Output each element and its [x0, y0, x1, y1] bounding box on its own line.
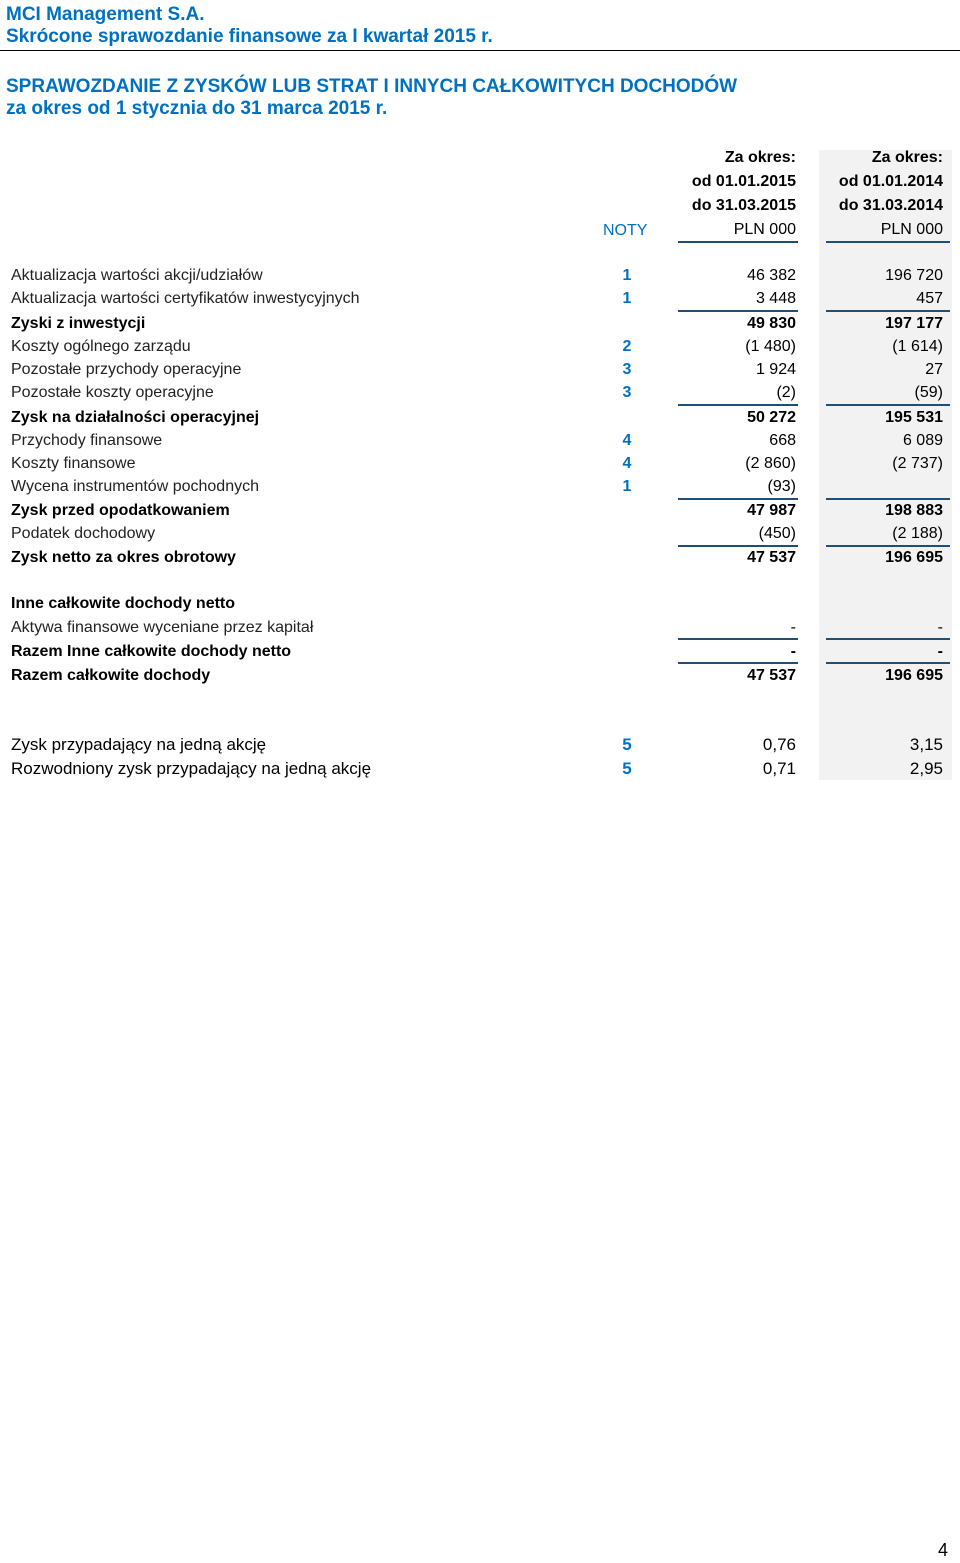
row-value-2014: (1 614)	[892, 338, 943, 355]
table-row-subtotal	[0, 641, 960, 663]
row-label: Zyski z inwestycji	[11, 315, 146, 332]
table-row-eps	[0, 734, 960, 756]
row-label: Wycena instrumentów pochodnych	[11, 478, 259, 495]
row-value-2015: (2 860)	[745, 455, 796, 472]
row-note: 4	[622, 432, 632, 449]
notes-column-header: NOTY	[603, 222, 648, 239]
row-value-2015: (2)	[776, 384, 796, 401]
rule-before-operating-profit-col2	[826, 404, 950, 406]
row-label: Zysk przypadający na jedną akcję	[11, 735, 267, 754]
row-label: Aktualizacja wartości certyfikatów inwestycyjnych	[11, 290, 360, 307]
row-label: Koszty ogólnego zarządu	[11, 338, 191, 355]
table-row-total	[0, 547, 960, 569]
row-value-2015: 668	[769, 432, 796, 449]
row-value-2014: 197 177	[885, 315, 943, 332]
col1-period-label: Za okres:	[724, 149, 796, 166]
row-value-2015: (93)	[767, 478, 796, 495]
row-value-2015: 0,71	[762, 759, 796, 778]
rule-before-investment-gains-col2	[826, 310, 950, 312]
row-value-2014: 198 883	[885, 502, 943, 519]
row-value-2014: 196 695	[885, 549, 943, 566]
row-note: 1	[622, 267, 632, 284]
row-note: 5	[622, 759, 632, 778]
row-value-2015: 0,76	[762, 735, 796, 754]
company-name: MCI Management S.A.	[6, 4, 205, 25]
rule-before-oci-total-col2	[826, 638, 950, 640]
col2-unit: PLN 000	[880, 221, 943, 238]
page-number: 4	[937, 1540, 948, 1560]
row-label: Aktualizacja wartości akcji/udziałów	[11, 267, 263, 284]
row-label: Koszty finansowe	[11, 455, 136, 472]
row-label: Razem całkowite dochody	[11, 667, 211, 684]
table-row	[0, 265, 960, 287]
row-value-2014: 6 089	[902, 432, 943, 449]
row-label: Pozostałe koszty operacyjne	[11, 384, 214, 401]
rule-before-comprehensive-income-col2	[826, 662, 950, 664]
row-value-2015: 1 924	[755, 361, 796, 378]
table-row-eps	[0, 758, 960, 780]
row-value-2014: 457	[916, 290, 943, 307]
row-label: Inne całkowite dochody netto	[11, 595, 236, 612]
table-row-section-heading	[0, 593, 960, 615]
table-row-subtotal	[0, 407, 960, 429]
row-value-2014: 3,15	[909, 735, 943, 754]
row-note: 3	[622, 361, 632, 378]
table-row	[0, 430, 960, 452]
table-row	[0, 336, 960, 358]
row-value-2015: 46 382	[747, 267, 796, 284]
row-label: Zysk na działalności operacyjnej	[11, 409, 260, 426]
row-value-2014: (59)	[914, 384, 943, 401]
table-row	[0, 359, 960, 381]
statement-title: SPRAWOZDANIE Z ZYSKÓW LUB STRAT I INNYCH CAŁKOWITYCH DOCHODÓW	[6, 76, 738, 97]
row-value-2014: -	[937, 619, 943, 636]
header-divider	[0, 50, 960, 51]
header-underline-col2	[826, 241, 950, 243]
row-note: 3	[622, 384, 632, 401]
row-value-2014: 196 695	[885, 667, 943, 684]
table-row	[0, 617, 960, 639]
report-subtitle: Skrócone sprawozdanie finansowe za I kwartał 2015 r.	[6, 26, 493, 47]
row-value-2015: (450)	[758, 525, 796, 542]
row-note: 1	[622, 478, 632, 495]
row-value-2015: -	[790, 643, 796, 660]
rule-before-investment-gains-col1	[678, 310, 798, 312]
row-note: 4	[622, 455, 632, 472]
row-label: Rozwodniony zysk przypadający na jedną akcję	[11, 759, 372, 778]
header-underline-col1	[678, 241, 798, 243]
row-value-2014: 195 531	[885, 409, 943, 426]
row-value-2015: 47 987	[747, 502, 796, 519]
row-value-2015: -	[790, 619, 796, 636]
row-value-2015: 49 830	[747, 315, 796, 332]
table-row-total	[0, 665, 960, 687]
row-value-2014: -	[937, 643, 943, 660]
table-row-subtotal	[0, 500, 960, 522]
row-value-2015: 47 537	[747, 667, 796, 684]
row-label: Zysk przed opodatkowaniem	[11, 502, 230, 519]
table-row	[0, 288, 960, 310]
row-label: Przychody finansowe	[11, 432, 163, 449]
table-row	[0, 476, 960, 498]
table-row	[0, 523, 960, 545]
row-value-2014: 196 720	[885, 267, 943, 284]
table-row	[0, 382, 960, 404]
col1-period-from: od 01.01.2015	[691, 173, 796, 190]
table-row	[0, 453, 960, 475]
row-label: Aktywa finansowe wyceniane przez kapitał	[11, 619, 314, 636]
row-label: Podatek dochodowy	[11, 525, 156, 542]
row-label: Razem Inne całkowite dochody netto	[11, 643, 292, 660]
row-value-2015: 47 537	[747, 549, 796, 566]
row-note: 1	[622, 290, 632, 307]
col2-period-label: Za okres:	[871, 149, 943, 166]
row-label: Zysk netto za okres obrotowy	[11, 549, 236, 566]
col1-period-to: do 31.03.2015	[691, 197, 796, 214]
row-note: 2	[622, 338, 632, 355]
rule-before-oci-total-col1	[678, 638, 798, 640]
row-label: Pozostałe przychody operacyjne	[11, 361, 242, 378]
row-value-2015: (1 480)	[745, 338, 796, 355]
row-value-2015: 50 272	[747, 409, 796, 426]
row-note: 5	[622, 735, 632, 754]
row-value-2015: 3 448	[755, 290, 796, 307]
row-value-2014: 2,95	[909, 759, 943, 778]
row-value-2014: (2 737)	[892, 455, 943, 472]
col2-period-from: od 01.01.2014	[838, 173, 943, 190]
rule-before-operating-profit-col1	[678, 404, 798, 406]
row-value-2014: 27	[925, 361, 943, 378]
col1-unit: PLN 000	[733, 221, 796, 238]
row-value-2014: (2 188)	[892, 525, 943, 542]
table-row-subtotal	[0, 313, 960, 335]
statement-period: za okres od 1 stycznia do 31 marca 2015 r.	[6, 98, 388, 119]
col2-period-to: do 31.03.2014	[838, 197, 943, 214]
rule-before-comprehensive-income-col1	[678, 662, 798, 664]
